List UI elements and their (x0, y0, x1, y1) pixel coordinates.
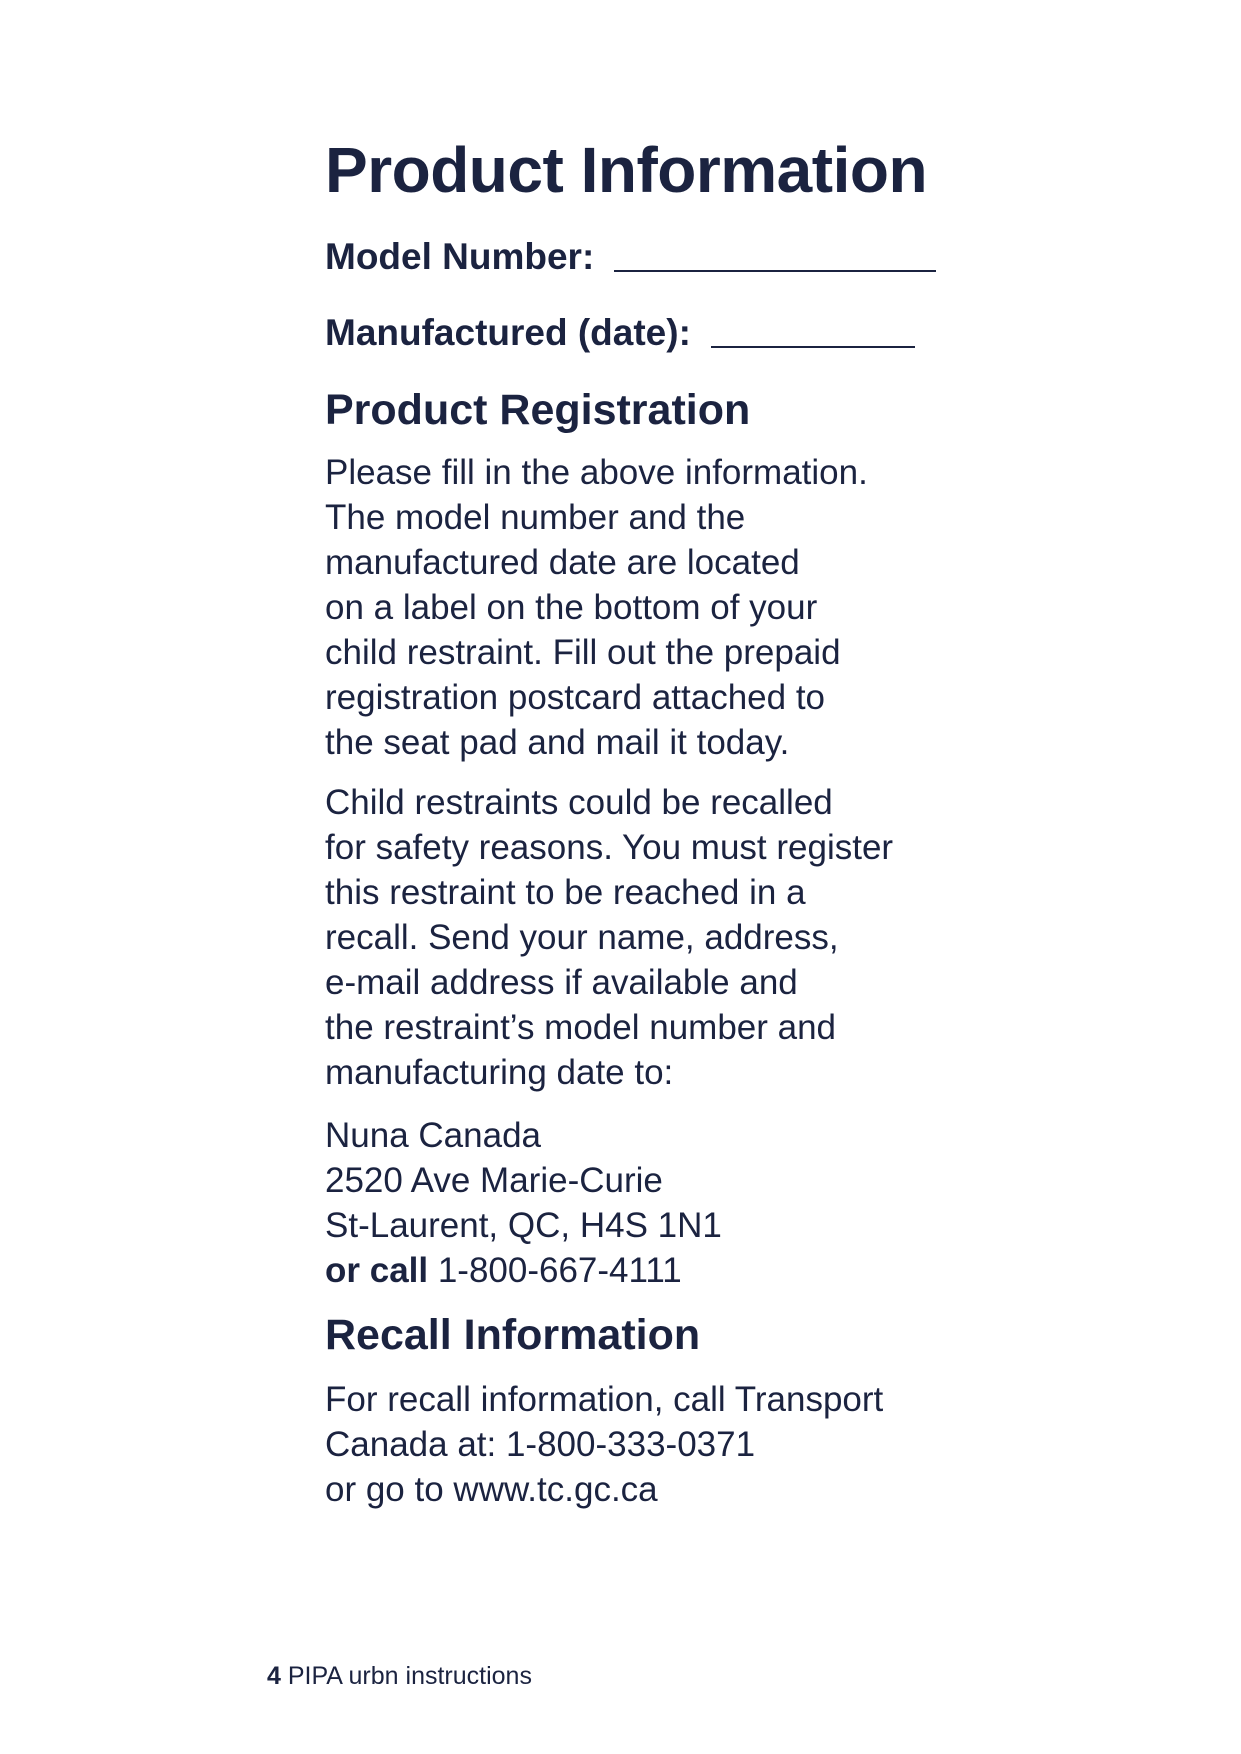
address-city: St-Laurent, QC, H4S 1N1 (325, 1206, 722, 1245)
registration-paragraph-1: Please fill in the above information. The model number and the manufactured date are located on a label on the bottom of your child restraint. Fill out the prepaid registration postcard attached to the seat pad and mail it today. (325, 453, 868, 762)
address-company: Nuna Canada (325, 1116, 541, 1155)
page-content (325, 130, 975, 1512)
manufactured-date-label: Manufactured (date): (325, 312, 691, 353)
model-number-row (325, 228, 975, 278)
call-prefix: or call (325, 1251, 429, 1290)
manufactured-date-row (325, 304, 975, 354)
manufactured-date-blank-line (711, 346, 915, 348)
phone-number: 1-800-667-4111 (428, 1251, 682, 1290)
page-footer (267, 1660, 532, 1692)
model-number-blank-line (614, 270, 936, 272)
registration-heading: Product Registration (325, 386, 751, 434)
recall-text: For recall information, call Transport Canada at: 1-800-333-0371 or go to www.tc.gc.ca (325, 1380, 884, 1509)
page-title: Product Information (325, 134, 928, 206)
recall-heading: Recall Information (325, 1311, 701, 1359)
mailing-address (325, 1113, 975, 1293)
registration-paragraph-2: Child restraints could be recalled for safety reasons. You must register this restraint to be reached in a recall. Send your name, address, e-mail address if available and the restraint’s model number and manufacturing date to: (325, 783, 894, 1092)
page-number: 4 (267, 1662, 281, 1690)
footer-text: PIPA urbn instructions (280, 1662, 532, 1690)
model-number-label: Model Number: (325, 236, 595, 277)
address-phone-line (325, 1248, 975, 1293)
address-street: 2520 Ave Marie-Curie (325, 1161, 663, 1200)
